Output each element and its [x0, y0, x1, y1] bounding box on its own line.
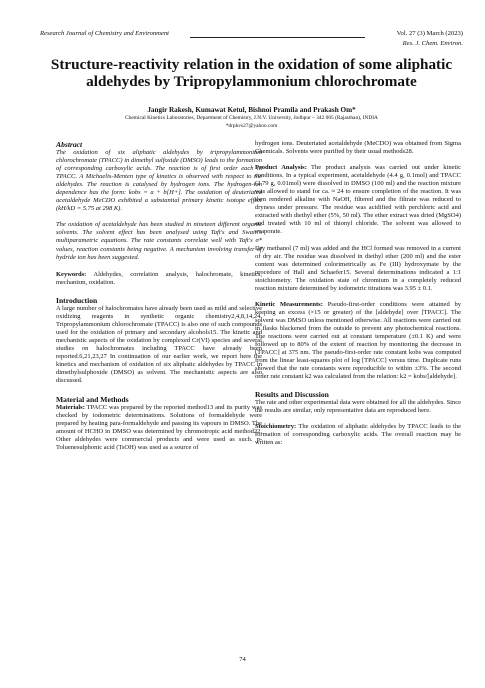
paper-title: Structure-reactivity relation in the oxidation of some aliphatic aldehydes by Tripropylammonium chlorochromate	[50, 56, 453, 90]
abstract-paragraph-1: The oxidation of six aliphatic aldehydes by tripropylammonium chlorochromate (TPACC) in dimethyl sulfoxide (DMSO) leads to the formation of corresponding carboxylic acids. The reaction is of first order each in TPACC. A Michaelis-Menten type of kinetics is observed with respect to the aldehydes. The reaction is catalysed by hydrogen ions. The hydrogen-ion dependence has the form: kobs = a + b[H+]. The oxidation of deuteriated acetaldehyde MeCDO exhibited a substantial primary kinetic isotope effect (kH/kD = 5.75 at 298 K).	[56, 149, 262, 213]
materials-paragraph	[56, 404, 262, 452]
kinetic-paragraph	[255, 301, 461, 381]
affiliation: Chemical Kinetics Laboratories, Department of Chemistry, J.N.V. University, Jodhpur – 342 005 (Rajasthan), INDIA	[125, 115, 378, 121]
ester-paragraph: Dry methanol (7 ml) was added and the HCl formed was removed in a current of dry air. The residue was dissolved in diethyl ether (200 ml) and the ester content was determined colorimetrically as Fe (III) hydroxymate by the procedure of Hall and Schaefer15. Several determinations indicated a 1:1 stoichiometry. The oxidation state of chromium in a completely reduced reaction mixture determined by iodometric titrations was 3.95 ± 0.1.	[255, 244, 461, 292]
journal-name: Research Journal of Chemistry and Environment	[40, 30, 169, 37]
intro-heading: Introduction	[56, 295, 98, 305]
intro-text: A large number of halochromates have already been used as mild and selective oxidizing reagents in synthetic organic chemistry2,4,8,14,24. Tripropylammonium chlorochromate (TPACC) is also one of such compounds used for the oxidation of primary and secondary alcohols15. The kinetic and mechanistic aspects of the oxidation by complexed Cr(VI) species and several studies on halochromates including TPACC have already been reported.6,21,23,27 In continuation of our earlier work, we report here the kinetics and mechanism of oxidation of six aliphatic aldehydes by TPACC in dimethylsulphoxide (DMSO) as solvent. The mechanistic aspects are also discussed.	[56, 304, 262, 385]
abstract-paragraph-2: The oxidation of acetaldehyde has been studied in nineteen different organic solvents. The solvent effect has been analysed using Taft's and Swain's multiparametric equations. The rate constants correlate well with Taft's σ* values, reaction constants being negative. A mechanism involving transfer of hydride ion has been suggested.	[56, 221, 262, 261]
results-heading: Results and Discussion	[255, 390, 329, 400]
page-number: 74	[239, 656, 246, 663]
kinetic-text: Pseudo-first-order conditions were attained by keeping an excess (×15 or greater) of the [aldehyde] over [TPACC]. The solvent was DMSO unless mentioned otherwise. All reactions were carried out in flasks blackened from the outside to prevent any photochemical reactions. The reactions were carried out at constant temperature (±0.1 K) and were followed up to 80% of the extent of reaction by monitoring the decrease in [TPACC] at 375 nm. The pseudo-first-order rate constant kobs was computed from the linear least-squares plot of log [TPACC] versus time. Duplicate runs showed that the rate constants were reproducible to within ±3%. The second order rate constant k2 was calculated from the relation: k2 = kobs/[aldehyde].	[255, 300, 462, 381]
stoichiometry-label: Stoichiometry:	[255, 423, 297, 431]
journal-volume: Vol. 27 (3) March (2023)	[396, 30, 463, 37]
left-column	[56, 140, 262, 452]
product-analysis-text: The product analysis was carried out under kinetic conditions. In a typical experiment, acetaldehyde (4.4 g, 0.1mol) and TPACC (2.79 g, 0.01mol) were dissolved in DMSO (100 ml) and the reaction mixture was allowed to stand for ca. ≈ 24 to ensure completion of the reaction. It was then rendered alkaline with NaOH, filtered and the filtrate was reduced to dryness under pressure. The residue was acidified with perchloric acid and extracted with diethyl ether (5%, 50 ml). The ether extract was dried (MgSO4) and treated with 10 ml of thionyl chloride. The solvent was allowed to evaporate.	[255, 164, 461, 236]
product-analysis-label: Product Analysis:	[255, 164, 307, 172]
keywords-label: Keywords:	[56, 270, 87, 278]
keywords	[56, 271, 262, 287]
materials-text: TPACC was prepared by the reported method13 and its purity was checked by iodometric determinations. Solutions of formaldehyde were prepared by heating para-formaldehyde and passing its vapours in DMSO. The amount of HCHO in DMSO was determined by chromotropic acid method22. Other aldehydes were commercial products and were used as such. p-Toluenesulphonic acid (TsOH) was used as a source of	[56, 404, 263, 452]
materials-label: Materials:	[56, 404, 85, 412]
abstract-heading: Abstract	[56, 140, 83, 149]
results-text: The rate and other experimental data were obtained for all the aldehydes. Since the results are similar, only representative data are reproduced here.	[255, 399, 461, 415]
stoichiometry-paragraph	[255, 423, 461, 447]
right-column	[255, 140, 461, 448]
stoichiometry-text: The oxidation of aliphatic aldehydes by TPACC leads to the formation of corresponding carboxylic acids. The overall reaction may be written as:	[255, 423, 462, 447]
email: *drpkvs27@yahoo.com	[225, 123, 278, 129]
methods-heading: Material and Methods	[56, 395, 129, 405]
hydrogen-ions-paragraph: hydrogen ions. Deuteriated acetaldehyde (MeCDO) was obtained from Sigma Chemicals. Solvents were purified by their usual methods28.	[255, 140, 461, 156]
kinetic-label: Kinetic Measurements:	[255, 300, 323, 308]
journal-abbrev: Res. J. Chem. Environ.	[402, 40, 463, 47]
keywords-text: Aldehydes, correlation analysis, halochromate, kinetics, mechanism, oxidation.	[56, 270, 262, 286]
authors: Jangir Rakesh, Kumawat Ketul, Bishnoi Pramila and Prakash Om*	[147, 106, 356, 114]
header-rule	[190, 37, 365, 38]
product-analysis-paragraph	[255, 164, 461, 236]
